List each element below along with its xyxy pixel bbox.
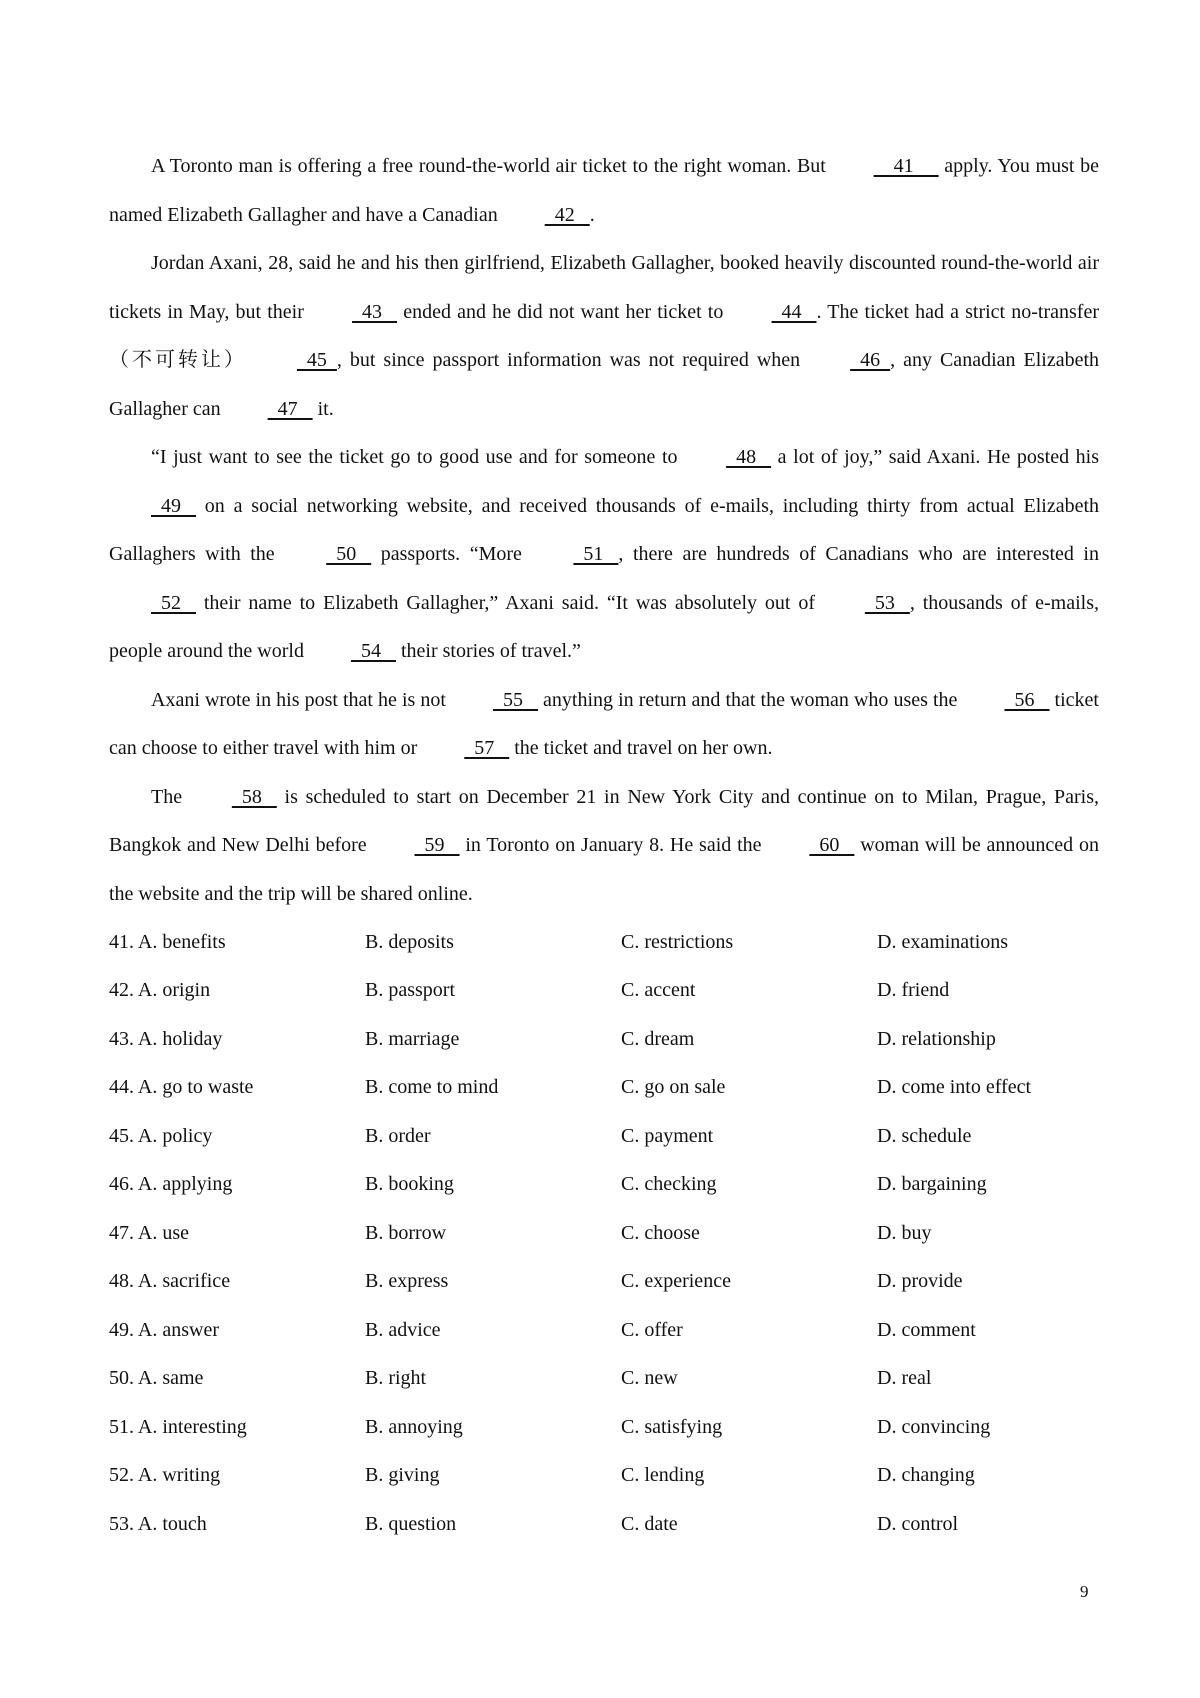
answer-blank: 51 [573, 543, 619, 565]
passage-text: , but since passport information was not required when [336, 349, 809, 371]
passage-text: , thousands of e-mails, people around the world [109, 591, 1099, 662]
option-b: B. express [365, 1270, 449, 1293]
option-a: 51. A. interesting [109, 1415, 247, 1438]
question-row [109, 1403, 1099, 1452]
answer-blank: 57 [464, 737, 510, 759]
option-d: D. come into effect [877, 1076, 1032, 1099]
answer-blank: 55 [492, 688, 538, 711]
option-b: B. passport [365, 979, 455, 1002]
passage [109, 142, 1099, 918]
option-a: 49. A. answer [109, 1318, 219, 1341]
option-c: C. date [621, 1512, 678, 1535]
passage-text: woman will be announced on the website and the trip will be shared online. [109, 834, 1100, 905]
passage-text: ended and he did not want her ticket to [397, 300, 730, 323]
option-c: C. payment [621, 1124, 714, 1147]
answer-blank: 60 [809, 834, 855, 856]
option-c: C. go on sale [621, 1076, 726, 1099]
passage-text: their name to Elizabeth Gallagher,” Axani said. “It was absolutely out of [196, 591, 823, 614]
passage-text: on a social networking website, and received thousands of e-mails, including thirty from actual Elizabeth Gallaghers with the [109, 494, 1099, 565]
option-d: D. provide [877, 1270, 963, 1293]
option-d: D. comment [877, 1318, 976, 1341]
option-b: B. right [365, 1367, 427, 1390]
option-c: C. offer [621, 1318, 683, 1341]
passage-text: the ticket and travel on her own. [509, 737, 773, 759]
option-b: B. advice [365, 1318, 441, 1341]
question-row [109, 1015, 1099, 1064]
option-b: B. booking [365, 1173, 454, 1196]
option-b: B. borrow [365, 1221, 447, 1244]
question-row [109, 1112, 1099, 1161]
option-b: B. order [365, 1124, 431, 1147]
question-row [109, 1500, 1099, 1549]
answer-blank: 54 [350, 640, 396, 662]
passage-text: A Toronto man is offering a free round-the-world air ticket to the right woman. But [151, 155, 832, 177]
option-d: D. convincing [877, 1415, 991, 1438]
passage-text: “I just want to see the ticket go to good use and for someone to [151, 446, 685, 468]
passage-paragraph [109, 676, 1099, 773]
option-d: D. buy [877, 1221, 932, 1244]
passage-text: passports. “More [371, 543, 532, 565]
option-c: C. satisfying [621, 1415, 723, 1438]
option-c: C. lending [621, 1464, 705, 1487]
answer-blank: 42 [544, 203, 590, 226]
option-a: 41. A. benefits [109, 930, 226, 953]
option-c: C. accent [621, 979, 696, 1002]
answer-blank: 52 [151, 591, 196, 614]
passage-text: , any Canadian Elizabeth Gallagher can [109, 349, 1100, 420]
answer-blank: 53 [864, 591, 910, 614]
answer-blank: 50 [326, 543, 372, 565]
option-a: 43. A. holiday [109, 1027, 223, 1050]
option-b: B. question [365, 1512, 457, 1535]
option-a: 48. A. sacrifice [109, 1270, 231, 1293]
option-a: 53. A. touch [109, 1512, 207, 1535]
passage-text: Jordan Axani, 28, said he and his then girlfriend, Elizabeth Gallagher, booked heavily discounted round-the-world air tickets in May, but their [109, 252, 1099, 323]
passage-text: it. [312, 397, 334, 420]
passage-paragraph [109, 239, 1099, 433]
passage-paragraph [109, 773, 1099, 919]
passage-text: The [151, 785, 190, 808]
question-row [109, 1355, 1099, 1404]
option-b: B. annoying [365, 1415, 463, 1438]
answer-blank: 46 [850, 349, 891, 371]
question-row [109, 1306, 1099, 1355]
option-d: D. examinations [877, 930, 1009, 953]
option-b: B. giving [365, 1464, 440, 1487]
answer-blank: 48 [726, 446, 772, 468]
option-a: 47. A. use [109, 1221, 189, 1244]
option-c: C. restrictions [621, 930, 734, 953]
passage-text: Axani wrote in his post that he is not [151, 688, 451, 711]
question-row [109, 1452, 1099, 1501]
passage-text: their stories of travel.” [395, 640, 581, 662]
answer-blank: 44 [771, 300, 817, 323]
option-d: D. relationship [877, 1027, 996, 1050]
passage-text: , there are hundreds of Canadians who are interested in [618, 543, 1099, 565]
option-d: D. changing [877, 1464, 975, 1487]
question-row [109, 967, 1099, 1016]
passage-text: ticket can choose to either travel with him or [109, 688, 1099, 759]
passage-text: is scheduled to start on December 21 in New York City and continue on to Milan, Prague, Paris, Bangkok and New Delhi before [109, 785, 1100, 856]
option-d: D. bargaining [877, 1173, 987, 1196]
answer-blank: 45 [296, 349, 337, 371]
option-c: C. dream [621, 1027, 695, 1050]
page-number: 9 [1080, 1582, 1089, 1601]
option-d: D. friend [877, 979, 950, 1002]
answer-blank: 47 [267, 397, 313, 420]
option-a: 46. A. applying [109, 1173, 233, 1196]
passage-paragraph [109, 142, 1099, 239]
question-row [109, 1161, 1099, 1210]
option-a: 50. A. same [109, 1367, 204, 1390]
option-c: C. new [621, 1367, 678, 1390]
option-b: B. marriage [365, 1027, 460, 1050]
passage-text: anything in return and that the woman who uses the [537, 688, 963, 711]
option-c: C. experience [621, 1270, 731, 1293]
question-row [109, 1064, 1099, 1113]
answer-blank: 56 [1004, 688, 1050, 711]
answer-options [109, 918, 1099, 1549]
answer-blank: 41 [873, 155, 939, 177]
passage-paragraph [109, 433, 1099, 676]
option-c: C. checking [621, 1173, 717, 1196]
passage-text: . The ticket had a strict no-transfer（不可转让） [109, 300, 1099, 371]
option-b: B. come to mind [365, 1076, 499, 1099]
passage-text: a lot of joy,” said Axani. He posted his [771, 446, 1100, 468]
answer-blank: 59 [414, 834, 460, 856]
option-a: 44. A. go to waste [109, 1076, 254, 1099]
option-d: D. schedule [877, 1124, 972, 1147]
question-row [109, 1209, 1099, 1258]
answer-blank: 43 [352, 300, 398, 323]
answer-blank: 58 [231, 785, 277, 808]
passage-text: apply. You must be named Elizabeth Gallagher and have a Canadian [109, 155, 1100, 226]
question-row [109, 918, 1099, 967]
option-d: D. real [877, 1367, 932, 1390]
question-row [109, 1258, 1099, 1307]
answer-blank: 49 [151, 494, 196, 517]
option-a: 45. A. policy [109, 1124, 213, 1147]
option-b: B. deposits [365, 930, 454, 953]
option-a: 52. A. writing [109, 1464, 221, 1487]
passage-text: . [589, 203, 595, 226]
option-a: 42. A. origin [109, 979, 211, 1002]
option-c: C. choose [621, 1221, 700, 1244]
passage-text: in Toronto on January 8. He said the [459, 834, 768, 856]
option-d: D. control [877, 1512, 959, 1535]
